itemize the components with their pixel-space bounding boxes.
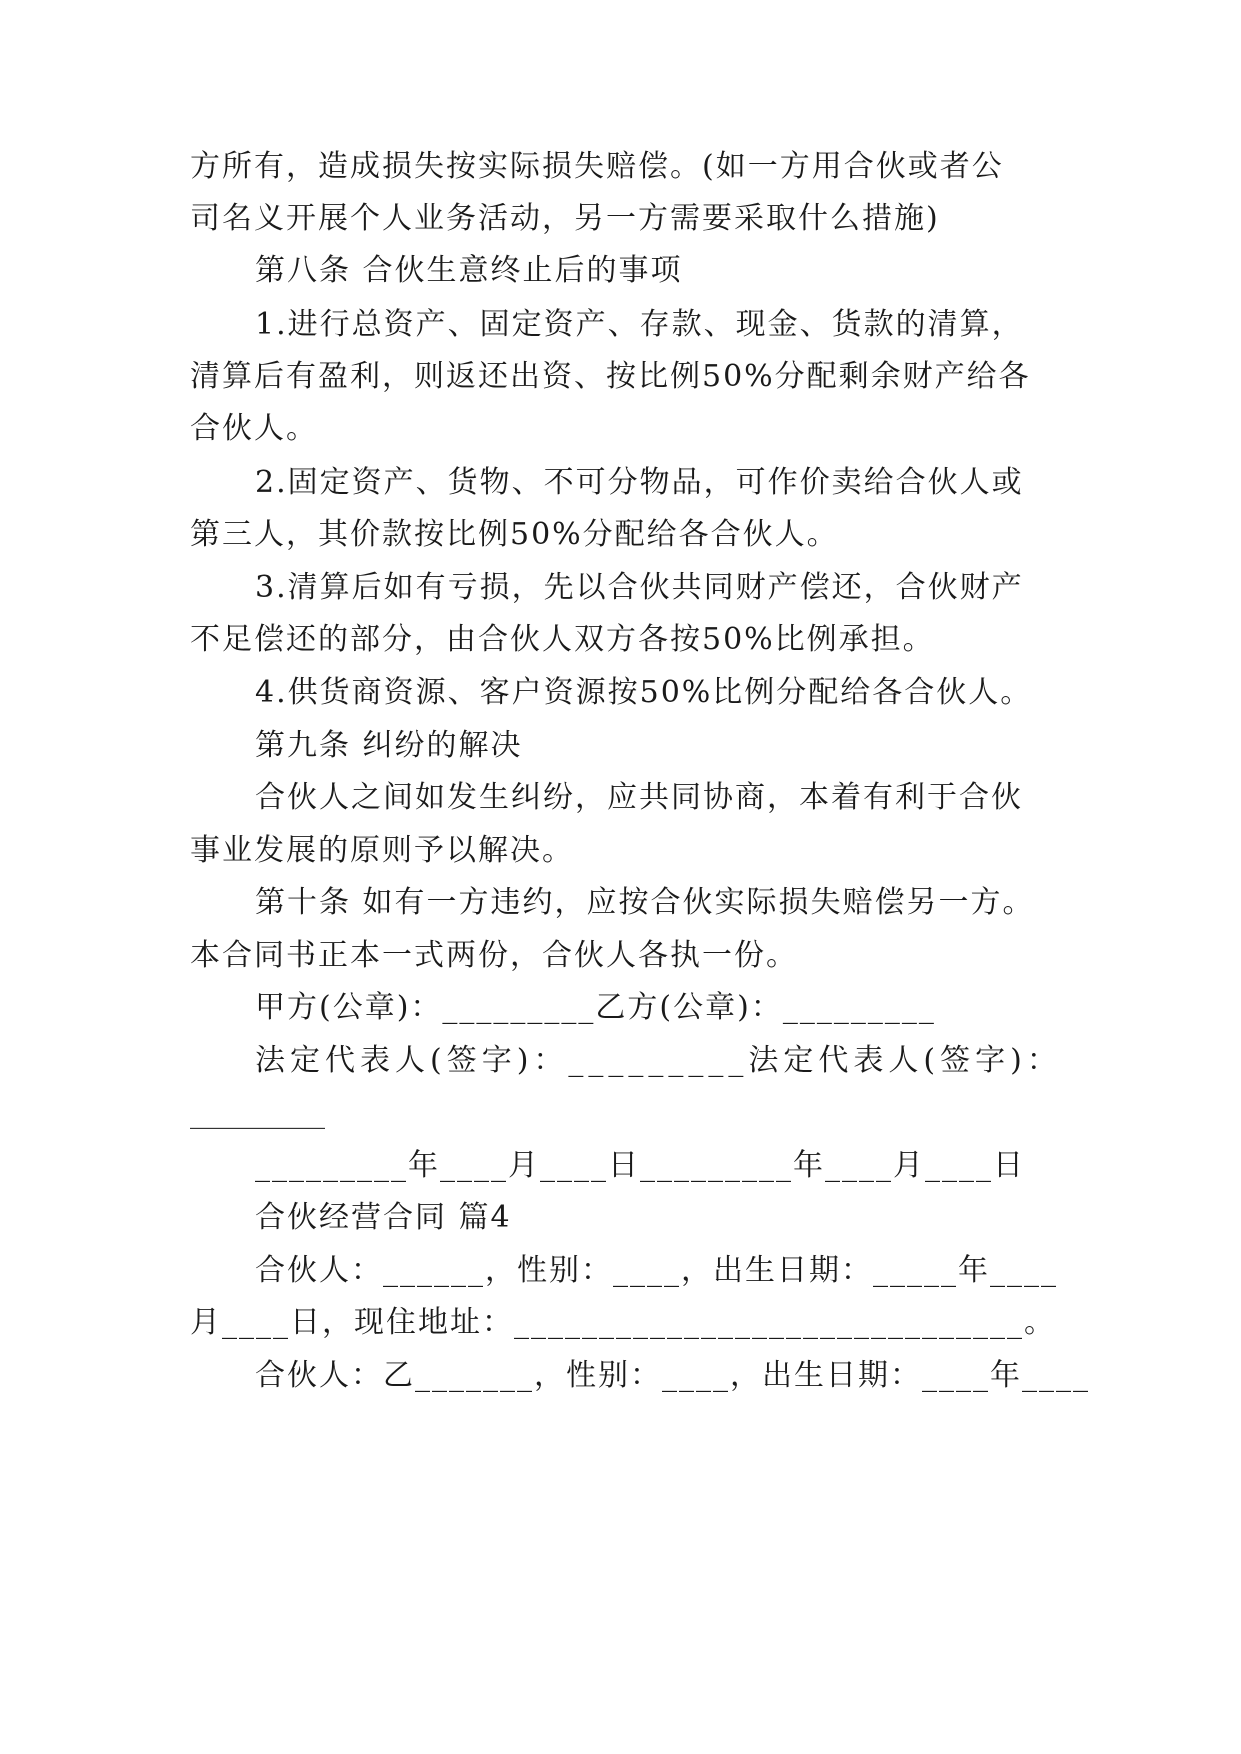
body-text-line: 3.清算后如有亏损，先以合伙共同财产偿还，合伙财产 <box>255 570 1024 605</box>
date-line: _________年____月____日_________年____月____日 <box>255 1148 1025 1183</box>
body-text-line: 方所有，造成损失按实际损失赔偿。(如一方用合伙或者公 <box>190 149 1004 184</box>
signature-line-seal: 甲方(公章)：_________乙方(公章)：_________ <box>255 990 936 1025</box>
partner-info-line: 合伙人：乙_______，性别：____，出生日期：____年____ <box>255 1358 1090 1393</box>
signature-blank: _________ <box>190 1095 325 1130</box>
body-text-line: 4.供货商资源、客户资源按50%比例分配给各合伙人。 <box>255 675 1033 710</box>
body-text-line: 1.进行总资产、固定资产、存款、现金、货款的清算， <box>255 307 1024 342</box>
body-text-line: 合伙人。 <box>190 411 318 446</box>
body-text-line: 合伙人之间如发生纠纷，应共同协商，本着有利于合伙 <box>255 780 1023 815</box>
body-text-line: 不足偿还的部分，由合伙人双方各按50%比例承担。 <box>190 622 935 657</box>
partner-info-line: 月____日，现住地址：______________________________。 <box>190 1305 1056 1340</box>
partner-info-line: 合伙人：______，性别：____，出生日期：_____年____ <box>255 1253 1058 1288</box>
article-heading: 第十条 如有一方违约，应按合伙实际损失赔偿另一方。 <box>255 885 1035 920</box>
body-text-line: 清算后有盈利，则返还出资、按比例50%分配剩余财产给各 <box>190 359 1031 394</box>
article-heading: 第九条 纠纷的解决 <box>255 728 523 763</box>
section-title: 合伙经营合同 篇4 <box>255 1200 512 1235</box>
body-text-line: 2.固定资产、货物、不可分物品，可作价卖给合伙人或 <box>255 465 1024 500</box>
article-heading: 第八条 合伙生意终止后的事项 <box>255 253 683 288</box>
body-text-line: 司名义开展个人业务活动，另一方需要采取什么措施) <box>190 201 940 236</box>
body-text-line: 本合同书正本一式两份，合伙人各执一份。 <box>190 938 798 973</box>
body-text-line: 第三人，其价款按比例50%分配给各合伙人。 <box>190 517 839 552</box>
body-text-line: 事业发展的原则予以解决。 <box>190 833 574 868</box>
signature-line-representative: 法定代表人(签字)：_________法定代表人(签字)： <box>255 1043 1062 1078</box>
